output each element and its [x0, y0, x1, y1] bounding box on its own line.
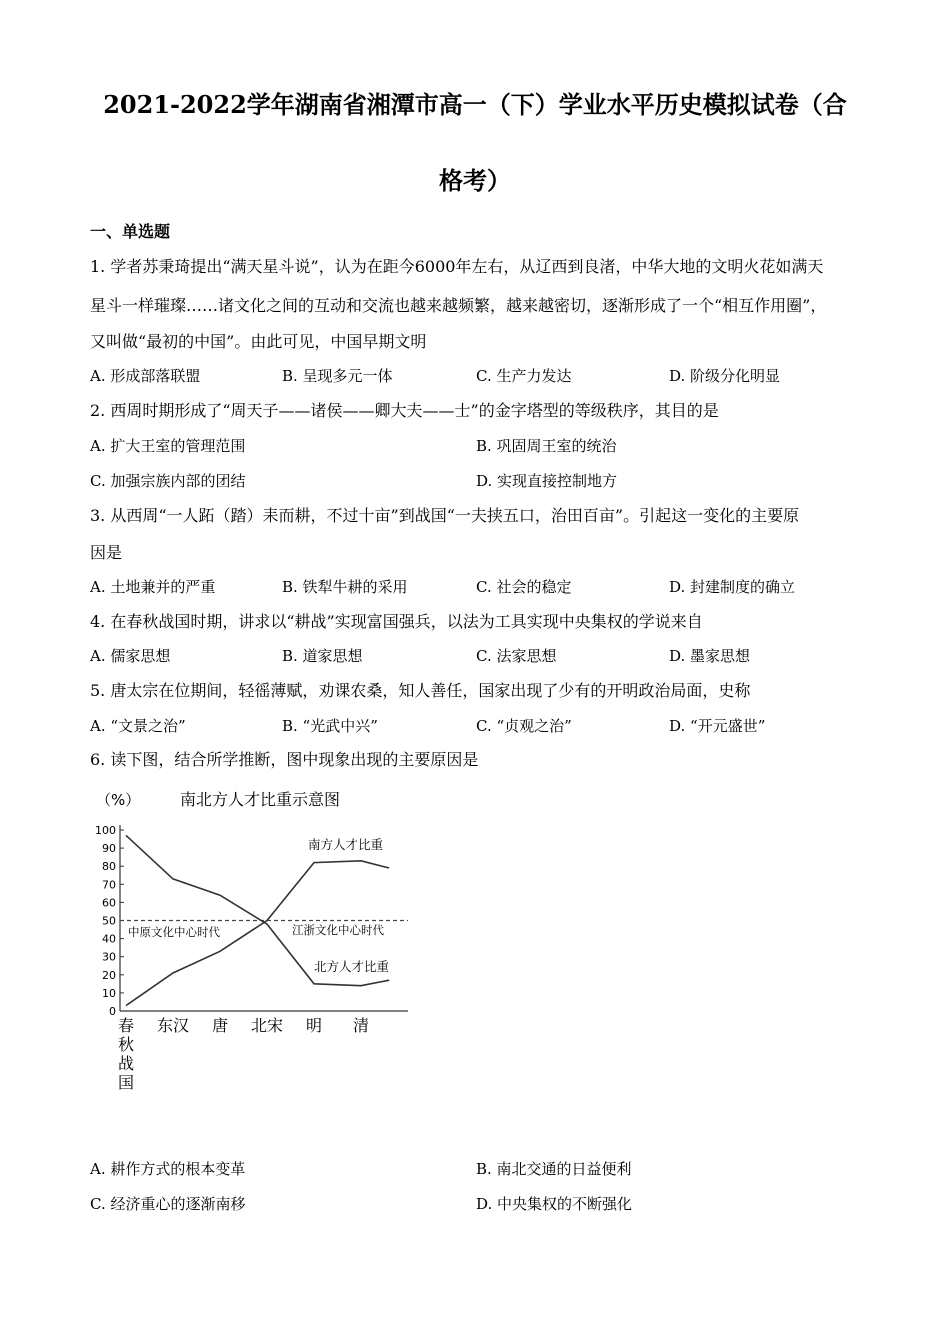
question-4-option-a[interactable]: A. 儒家思想 [90, 647, 171, 665]
y-tick-label: 60 [102, 896, 116, 910]
x-category-label: 东汉 [156, 1016, 190, 1035]
exam-title-line-1: 2021-2022学年湖南省湘潭市高一（下）学业水平历史模拟试卷（合 [103, 90, 847, 119]
question-5-option-b[interactable]: B. “光武中兴” [282, 717, 378, 735]
x-category-label: 明 [305, 1016, 323, 1035]
y-tick-label: 0 [109, 1005, 116, 1018]
question-1-option-d[interactable]: D. 阶级分化明显 [669, 367, 781, 385]
question-1-option-a[interactable]: A. 形成部落联盟 [90, 367, 201, 385]
question-5-option-a[interactable]: A. “文景之治” [90, 717, 186, 735]
question-1-line-2: 星斗一样璀璨……诸文化之间的互动和交流也越来越频繁，越来越密切，逐渐形成了一个“相互作用圈”， [90, 296, 827, 315]
question-4-option-d[interactable]: D. 墨家思想 [669, 647, 751, 665]
question-2-option-a[interactable]: A. 扩大王室的管理范围 [90, 437, 246, 455]
x-category-label: 春 [117, 1016, 135, 1035]
x-category-stack-char-2: 战 [118, 1054, 135, 1073]
x-category-stack-char-1: 秋 [118, 1035, 135, 1054]
question-3-option-b[interactable]: B. 铁犁牛耕的采用 [282, 578, 408, 596]
y-tick-label: 90 [102, 842, 116, 856]
question-4-option-b[interactable]: B. 道家思想 [282, 647, 363, 665]
question-3-line-1: 3. 从西周“一人跖（踏）耒而耕，不过十亩”到战国“一夫挟五口，治田百亩”。引起这一变化的主要原 [90, 506, 800, 525]
question-6-option-d[interactable]: D. 中央集权的不断强化 [476, 1195, 633, 1213]
y-tick-label: 40 [102, 932, 116, 946]
question-3-option-a[interactable]: A. 土地兼并的严重 [90, 578, 216, 596]
y-tick-label: 10 [102, 986, 116, 1000]
question-1-option-c[interactable]: C. 生产力发达 [476, 367, 572, 385]
chart-title: 南北方人才比重示意图 [180, 790, 341, 809]
question-6-option-b[interactable]: B. 南北交通的日益便利 [476, 1160, 632, 1178]
central-plains-era-annotation: 中原文化中心时代 [128, 925, 220, 939]
question-5-line-1: 5. 唐太宗在位期间，轻徭薄赋，劝课农桑，知人善任，国家出现了少有的开明政治局面，史称 [90, 681, 751, 700]
south-series-label: 南方人才比重 [308, 837, 384, 852]
question-6-line-1: 6. 读下图，结合所学推断，图中现象出现的主要原因是 [90, 750, 479, 769]
talent-ratio-line-chart [88, 785, 428, 1100]
question-2-line-1: 2. 西周时期形成了“周天子——诸侯——卿大夫——士”的金字塔型的等级秩序，其目的是 [90, 401, 719, 420]
question-1-line-3: 又叫做“最初的中国”。由此可见，中国早期文明 [90, 332, 427, 351]
question-1-line-1: 1. 学者苏秉琦提出“满天星斗说”，认为在距今6000年左右，从辽西到良渚，中华大地的文明火花如满天 [90, 257, 824, 276]
x-axis-category-labels [118, 1016, 369, 1035]
question-3-line-2: 因是 [90, 543, 123, 562]
question-2-option-b[interactable]: B. 巩固周王室的统治 [476, 437, 617, 455]
question-4-line-1: 4. 在春秋战国时期，讲求以“耕战”实现富国强兵，以法为工具实现中央集权的学说来自 [90, 612, 703, 631]
exam-title-line-2: 格考） [439, 166, 511, 195]
y-tick-label: 80 [102, 860, 116, 874]
question-6-option-c[interactable]: C. 经济重心的逐渐南移 [90, 1195, 246, 1213]
y-tick-label: 100 [95, 824, 116, 837]
chart-unit-label: （%） [96, 791, 141, 809]
x-category-label: 唐 [211, 1016, 229, 1035]
jiangzhe-era-annotation: 江浙文化中心时代 [292, 923, 384, 937]
y-tick-label: 50 [102, 914, 116, 928]
question-5-option-d[interactable]: D. “开元盛世” [669, 717, 766, 735]
question-4-option-c[interactable]: C. 法家思想 [476, 647, 557, 665]
question-5-option-c[interactable]: C. “贞观之治” [476, 717, 572, 735]
x-category-label: 北宋 [250, 1016, 284, 1035]
question-3-option-c[interactable]: C. 社会的稳定 [476, 578, 572, 596]
question-3-option-d[interactable]: D. 封建制度的确立 [669, 578, 796, 596]
question-2-option-c[interactable]: C. 加强宗族内部的团结 [90, 472, 246, 490]
section-heading: 一、单选题 [90, 222, 171, 241]
question-2-option-d[interactable]: D. 实现直接控制地方 [476, 472, 618, 490]
north-series-label: 北方人才比重 [314, 959, 390, 974]
y-tick-label: 70 [102, 878, 116, 892]
x-category-stack-char-3: 国 [118, 1073, 135, 1092]
x-category-label: 清 [352, 1016, 370, 1035]
question-1-option-b[interactable]: B. 呈现多元一体 [282, 367, 393, 385]
y-tick-label: 30 [102, 950, 116, 964]
y-tick-label: 20 [102, 968, 116, 982]
question-6-option-a[interactable]: A. 耕作方式的根本变革 [90, 1160, 246, 1178]
